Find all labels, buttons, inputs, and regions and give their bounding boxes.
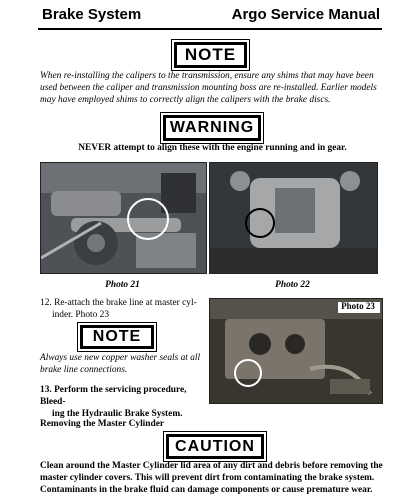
warning-badge: WARNING xyxy=(163,115,261,141)
note-text xyxy=(40,70,385,106)
warning-text: NEVER attempt to align these with the engine running and in gear. xyxy=(78,143,347,153)
note-badge: NOTE xyxy=(174,42,247,68)
caution-line: master cylinder covers. This will prevent dirt from contaminating the brake system. xyxy=(40,473,375,483)
step-12-line: inder. Photo 23 xyxy=(52,310,110,320)
section-heading: Removing the Master Cylinder xyxy=(40,419,165,429)
step-12-line: 12. Re-attach the brake line at master cyl- xyxy=(40,298,197,308)
photo-22-caption: Photo 22 xyxy=(275,280,310,290)
caution-badge: CAUTION xyxy=(166,434,264,459)
note-badge: NOTE xyxy=(80,325,154,349)
photo-23 xyxy=(209,298,383,404)
page-header xyxy=(42,6,380,26)
step-13-line: ing the Hydraulic Brake System. xyxy=(52,409,183,419)
note-line: brake line connections. xyxy=(40,365,128,375)
step-12 xyxy=(40,297,210,321)
caution-text xyxy=(40,460,385,496)
header-rule xyxy=(38,28,382,30)
header-title-right: Argo Service Manual xyxy=(231,6,380,23)
photo-21-caption: Photo 21 xyxy=(105,280,140,290)
photo-21 xyxy=(40,162,207,274)
photo-22 xyxy=(209,162,378,274)
caution-line: Contaminants in the brake fluid can damage components or cause premature wear. xyxy=(40,485,373,495)
note-line: used between the caliper and transmission mounting boss are re-installed. Earlier models xyxy=(40,83,377,93)
step-13-line: 13. Perform the servicing procedure, Bleed- xyxy=(40,385,187,407)
note-line: When re-installing the calipers to the transmission, ensure any shims that may have been xyxy=(40,71,374,81)
photo-22-image xyxy=(210,163,377,273)
photo-21-image xyxy=(41,163,206,273)
note-text xyxy=(40,352,210,376)
photo-23-image xyxy=(210,299,382,403)
photo-23-caption: Photo 23 xyxy=(341,301,375,311)
step-13 xyxy=(40,384,210,420)
note-line: Always use new copper washer seals at all xyxy=(40,353,201,363)
header-title-left: Brake System xyxy=(42,6,142,23)
caution-line: Clean around the Master Cylinder lid area of any dirt and debris before removing the xyxy=(40,461,383,471)
note-line: may have employed shims to correctly align the calipers with the brake discs. xyxy=(40,95,331,105)
